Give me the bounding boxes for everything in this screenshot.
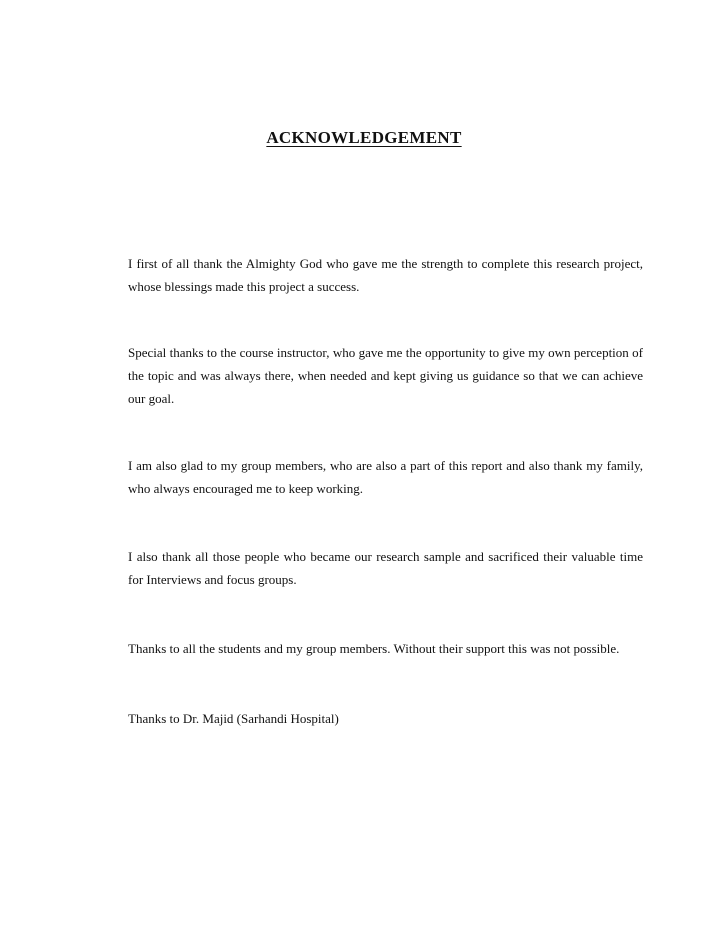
paragraph-thanks-students: Thanks to all the students and my group members. Without their support this was not possible.: [128, 641, 620, 656]
page-title: ACKNOWLEDGEMENT: [266, 128, 462, 147]
paragraph-thanks-research-sample: I also thank all those people who became our research sample and sacrificed their valuable time for Interviews and focus groups.: [128, 549, 643, 587]
paragraph-thanks-instructor: Special thanks to the course instructor, who gave me the opportunity to give my own perception of the topic and was always there, when needed and kept giving us guidance so that we can achieve our goal.: [128, 345, 643, 406]
paragraph-thanks-doctor: Thanks to Dr. Majid (Sarhandi Hospital): [128, 711, 339, 726]
paragraph-thanks-god: I first of all thank the Almighty God who gave me the strength to complete this research project, whose blessings made this project a success.: [128, 256, 643, 294]
acknowledgement-body: [128, 252, 643, 730]
paragraph-thanks-group-family: I am also glad to my group members, who are also a part of this report and also thank my family, who always encouraged me to keep working.: [128, 458, 643, 496]
